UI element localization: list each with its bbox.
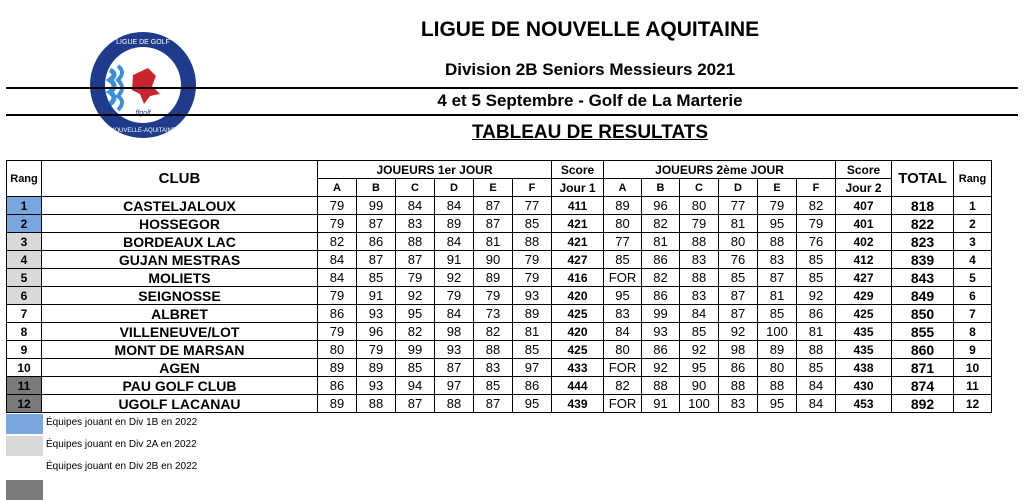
- day2-score-cell: 95: [758, 215, 797, 233]
- day1-score-cell: 79: [513, 269, 552, 287]
- day1-score-cell: 87: [396, 251, 435, 269]
- day2-score-cell: 82: [642, 269, 680, 287]
- total-cell: 839: [892, 251, 954, 269]
- day1-score-cell: 85: [513, 341, 552, 359]
- day2-score-cell: 85: [604, 251, 642, 269]
- rank-cell: 10: [7, 359, 42, 377]
- day1-score-cell: 84: [435, 305, 474, 323]
- day1-player-header: A: [318, 179, 357, 197]
- score2-cell: 453: [836, 395, 892, 413]
- score1-cell: 421: [552, 233, 604, 251]
- rank-right-cell: 12: [954, 395, 992, 413]
- table-row: [7, 215, 992, 233]
- total-cell: 850: [892, 305, 954, 323]
- rank-right-cell: 2: [954, 215, 992, 233]
- day2-score-cell: 80: [719, 233, 758, 251]
- day1-score-cell: 92: [435, 269, 474, 287]
- club-cell: ALBRET: [42, 305, 318, 323]
- club-cell: MONT DE MARSAN: [42, 341, 318, 359]
- rank-right-cell: 5: [954, 269, 992, 287]
- score1-cell: 427: [552, 251, 604, 269]
- day2-score-cell: FOR: [604, 269, 642, 287]
- day2-score-cell: 82: [604, 377, 642, 395]
- day1-score-cell: 87: [474, 215, 513, 233]
- club-cell: VILLENEUVE/LOT: [42, 323, 318, 341]
- club-cell: PAU GOLF CLUB: [42, 377, 318, 395]
- rank-cell: 9: [7, 341, 42, 359]
- day1-score-cell: 84: [318, 251, 357, 269]
- legend-swatch: [6, 436, 43, 456]
- legend-swatch: [6, 414, 43, 434]
- score1-header-line1: Score: [552, 161, 604, 179]
- table-row: [7, 251, 992, 269]
- day1-score-cell: 99: [357, 197, 396, 215]
- table-row: [7, 197, 992, 215]
- day1-score-cell: 93: [357, 305, 396, 323]
- day2-score-cell: 92: [797, 287, 836, 305]
- rank-cell: 3: [7, 233, 42, 251]
- score2-header-line2: Jour 2: [836, 179, 892, 197]
- day1-score-cell: 79: [318, 287, 357, 305]
- score2-cell: 401: [836, 215, 892, 233]
- legend-text: Équipes jouant en Div 2A en 2022: [46, 439, 197, 450]
- day2-score-cell: 77: [604, 233, 642, 251]
- total-cell: 855: [892, 323, 954, 341]
- rank-right-cell: 7: [954, 305, 992, 323]
- day2-score-cell: 82: [642, 215, 680, 233]
- day2-score-cell: 88: [719, 377, 758, 395]
- club-cell: BORDEAUX LAC: [42, 233, 318, 251]
- day1-score-cell: 79: [396, 269, 435, 287]
- day1-score-cell: 82: [474, 323, 513, 341]
- day1-score-cell: 88: [357, 395, 396, 413]
- day1-score-cell: 91: [435, 251, 474, 269]
- score1-cell: 421: [552, 215, 604, 233]
- score1-cell: 411: [552, 197, 604, 215]
- club-header: CLUB: [42, 161, 318, 197]
- score1-cell: 416: [552, 269, 604, 287]
- day2-score-cell: 99: [642, 305, 680, 323]
- day1-score-cell: 86: [357, 233, 396, 251]
- day1-score-cell: 83: [396, 215, 435, 233]
- total-cell: 871: [892, 359, 954, 377]
- day1-score-cell: 86: [513, 377, 552, 395]
- score2-cell: 425: [836, 305, 892, 323]
- table-row: [7, 359, 992, 377]
- day2-player-header: E: [758, 179, 797, 197]
- table-row: [7, 341, 992, 359]
- day2-score-cell: 81: [642, 233, 680, 251]
- day2-score-cell: 85: [719, 269, 758, 287]
- day1-score-cell: 91: [357, 287, 396, 305]
- day2-score-cell: 77: [719, 197, 758, 215]
- day1-score-cell: 80: [318, 341, 357, 359]
- day2-score-cell: 88: [758, 377, 797, 395]
- day2-score-cell: 88: [680, 269, 719, 287]
- day1-score-cell: 88: [435, 395, 474, 413]
- day1-player-header: F: [513, 179, 552, 197]
- day2-score-cell: 87: [719, 287, 758, 305]
- day1-score-cell: 89: [318, 359, 357, 377]
- day1-score-cell: 86: [318, 305, 357, 323]
- day1-score-cell: 88: [474, 341, 513, 359]
- day2-score-cell: 92: [719, 323, 758, 341]
- day2-score-cell: 83: [719, 395, 758, 413]
- day2-score-cell: 82: [797, 197, 836, 215]
- day1-score-cell: 94: [396, 377, 435, 395]
- day2-score-cell: 87: [719, 305, 758, 323]
- day2-score-cell: 85: [680, 323, 719, 341]
- day2-score-cell: 88: [642, 377, 680, 395]
- day1-header: JOUEURS 1er JOUR: [318, 161, 552, 179]
- score2-cell: 407: [836, 197, 892, 215]
- day2-score-cell: 83: [680, 287, 719, 305]
- rank-right-cell: 1: [954, 197, 992, 215]
- day1-score-cell: 85: [396, 359, 435, 377]
- score1-cell: 439: [552, 395, 604, 413]
- rank-cell: 6: [7, 287, 42, 305]
- day1-score-cell: 90: [474, 251, 513, 269]
- rank-cell: 7: [7, 305, 42, 323]
- day1-score-cell: 96: [357, 323, 396, 341]
- score2-cell: 435: [836, 341, 892, 359]
- day1-player-header: D: [435, 179, 474, 197]
- total-cell: 822: [892, 215, 954, 233]
- day2-score-cell: 86: [642, 287, 680, 305]
- day1-score-cell: 83: [474, 359, 513, 377]
- score2-cell: 435: [836, 323, 892, 341]
- club-cell: SEIGNOSSE: [42, 287, 318, 305]
- table-row: [7, 287, 992, 305]
- rank-header: Rang: [7, 161, 42, 197]
- day2-player-header: C: [680, 179, 719, 197]
- total-cell: 874: [892, 377, 954, 395]
- day2-score-cell: 98: [719, 341, 758, 359]
- day2-score-cell: 79: [758, 197, 797, 215]
- day1-score-cell: 82: [318, 233, 357, 251]
- club-cell: HOSSEGOR: [42, 215, 318, 233]
- day1-score-cell: 87: [357, 215, 396, 233]
- legend-text: Équipes jouant en Div 2B en 2022: [46, 461, 198, 472]
- rank-right-cell: 3: [954, 233, 992, 251]
- day2-score-cell: 88: [797, 341, 836, 359]
- day1-score-cell: 87: [396, 395, 435, 413]
- day2-score-cell: 85: [797, 251, 836, 269]
- rank-cell: 5: [7, 269, 42, 287]
- rank-right-cell: 11: [954, 377, 992, 395]
- legend-text: Équipes jouant en Div 1B en 2022: [46, 417, 198, 428]
- day2-score-cell: 79: [680, 215, 719, 233]
- club-cell: MOLIETS: [42, 269, 318, 287]
- day2-score-cell: FOR: [604, 395, 642, 413]
- score1-cell: 433: [552, 359, 604, 377]
- day1-score-cell: 79: [357, 341, 396, 359]
- table-row: [7, 377, 992, 395]
- day2-score-cell: 83: [604, 305, 642, 323]
- legend-swatch: [6, 458, 43, 478]
- score1-cell: 420: [552, 323, 604, 341]
- day2-score-cell: 81: [797, 323, 836, 341]
- header-rule-bottom: [6, 114, 1018, 116]
- score2-cell: 430: [836, 377, 892, 395]
- day2-score-cell: 93: [642, 323, 680, 341]
- rank-cell: 2: [7, 215, 42, 233]
- day2-score-cell: 80: [680, 197, 719, 215]
- day1-score-cell: 93: [357, 377, 396, 395]
- day2-score-cell: 96: [642, 197, 680, 215]
- day2-score-cell: 84: [604, 323, 642, 341]
- legend-swatch: [6, 480, 43, 500]
- day1-score-cell: 79: [435, 287, 474, 305]
- club-cell: CASTELJALOUX: [42, 197, 318, 215]
- total-cell: 823: [892, 233, 954, 251]
- day2-score-cell: 83: [758, 251, 797, 269]
- day1-score-cell: 97: [435, 377, 474, 395]
- day1-score-cell: 92: [396, 287, 435, 305]
- day2-score-cell: 95: [758, 395, 797, 413]
- day2-score-cell: 84: [680, 305, 719, 323]
- club-cell: AGEN: [42, 359, 318, 377]
- day1-score-cell: 84: [435, 233, 474, 251]
- score2-cell: 438: [836, 359, 892, 377]
- day2-score-cell: 80: [758, 359, 797, 377]
- day1-score-cell: 79: [318, 197, 357, 215]
- day1-player-header: C: [396, 179, 435, 197]
- day1-score-cell: 85: [474, 377, 513, 395]
- day2-score-cell: 95: [604, 287, 642, 305]
- day2-score-cell: 84: [797, 395, 836, 413]
- day1-score-cell: 73: [474, 305, 513, 323]
- day2-score-cell: 76: [797, 233, 836, 251]
- day1-score-cell: 95: [513, 395, 552, 413]
- total-cell: 843: [892, 269, 954, 287]
- day2-score-cell: 86: [642, 251, 680, 269]
- day2-score-cell: FOR: [604, 359, 642, 377]
- day1-score-cell: 81: [474, 233, 513, 251]
- day1-score-cell: 97: [513, 359, 552, 377]
- rank-right-cell: 8: [954, 323, 992, 341]
- total-header: TOTAL: [892, 161, 954, 197]
- table-row: [7, 305, 992, 323]
- rank-cell: 8: [7, 323, 42, 341]
- day2-score-cell: 80: [604, 341, 642, 359]
- day2-score-cell: 81: [758, 287, 797, 305]
- day2-score-cell: 85: [758, 305, 797, 323]
- club-cell: GUJAN MESTRAS: [42, 251, 318, 269]
- day2-score-cell: 80: [604, 215, 642, 233]
- rank-right-header: Rang: [954, 161, 992, 197]
- total-cell: 860: [892, 341, 954, 359]
- day2-score-cell: 92: [642, 359, 680, 377]
- logo-bottom-text: NOUVELLE-AQUITAINE: [110, 128, 176, 134]
- logo-top-text: LIGUE DE GOLF: [116, 39, 170, 46]
- day1-score-cell: 79: [318, 323, 357, 341]
- day1-score-cell: 77: [513, 197, 552, 215]
- header-rule-top: [6, 87, 1018, 89]
- total-cell: 892: [892, 395, 954, 413]
- day1-score-cell: 84: [435, 197, 474, 215]
- day2-score-cell: 88: [758, 233, 797, 251]
- day2-score-cell: 90: [680, 377, 719, 395]
- day2-score-cell: 85: [797, 269, 836, 287]
- club-cell: UGOLF LACANAU: [42, 395, 318, 413]
- score2-cell: 412: [836, 251, 892, 269]
- day1-score-cell: 79: [318, 215, 357, 233]
- table-row: [7, 323, 992, 341]
- score1-cell: 420: [552, 287, 604, 305]
- day2-player-header: A: [604, 179, 642, 197]
- day1-score-cell: 89: [357, 359, 396, 377]
- day1-score-cell: 79: [513, 251, 552, 269]
- day2-score-cell: 86: [719, 359, 758, 377]
- day2-score-cell: 100: [758, 323, 797, 341]
- score1-cell: 425: [552, 341, 604, 359]
- page-title: LIGUE DE NOUVELLE AQUITAINE: [420, 18, 760, 41]
- day2-score-cell: 87: [758, 269, 797, 287]
- day1-score-cell: 79: [474, 287, 513, 305]
- rank-right-cell: 9: [954, 341, 992, 359]
- rank-right-cell: 6: [954, 287, 992, 305]
- total-cell: 818: [892, 197, 954, 215]
- division-title: Division 2B Seniors Messieurs 2021: [444, 60, 736, 79]
- day1-score-cell: 85: [513, 215, 552, 233]
- day1-score-cell: 95: [396, 305, 435, 323]
- rank-right-cell: 4: [954, 251, 992, 269]
- score1-header-line2: Jour 1: [552, 179, 604, 197]
- rank-cell: 12: [7, 395, 42, 413]
- day1-score-cell: 84: [396, 197, 435, 215]
- table-row: [7, 395, 992, 413]
- day2-score-cell: 79: [797, 215, 836, 233]
- day2-score-cell: 89: [604, 197, 642, 215]
- table-row: [7, 233, 992, 251]
- day1-score-cell: 98: [435, 323, 474, 341]
- day2-score-cell: 88: [680, 233, 719, 251]
- day2-score-cell: 100: [680, 395, 719, 413]
- score1-cell: 425: [552, 305, 604, 323]
- day2-score-cell: 95: [680, 359, 719, 377]
- logo-brand: ffgolf: [135, 110, 151, 117]
- day1-score-cell: 89: [318, 395, 357, 413]
- day1-score-cell: 89: [435, 215, 474, 233]
- day1-score-cell: 88: [513, 233, 552, 251]
- day2-player-header: D: [719, 179, 758, 197]
- day1-score-cell: 93: [513, 287, 552, 305]
- score2-header-line1: Score: [836, 161, 892, 179]
- results-table: [6, 160, 992, 413]
- day1-score-cell: 87: [357, 251, 396, 269]
- day2-score-cell: 86: [642, 341, 680, 359]
- day2-score-cell: 91: [642, 395, 680, 413]
- day1-score-cell: 82: [396, 323, 435, 341]
- score2-cell: 402: [836, 233, 892, 251]
- day1-score-cell: 81: [513, 323, 552, 341]
- day2-score-cell: 81: [719, 215, 758, 233]
- rank-cell: 4: [7, 251, 42, 269]
- day1-player-header: B: [357, 179, 396, 197]
- day2-score-cell: 89: [758, 341, 797, 359]
- day2-score-cell: 86: [797, 305, 836, 323]
- day2-score-cell: 92: [680, 341, 719, 359]
- rank-cell: 11: [7, 377, 42, 395]
- day1-score-cell: 93: [435, 341, 474, 359]
- day1-score-cell: 87: [474, 197, 513, 215]
- day1-score-cell: 89: [513, 305, 552, 323]
- day2-score-cell: 85: [797, 359, 836, 377]
- total-cell: 849: [892, 287, 954, 305]
- score1-cell: 444: [552, 377, 604, 395]
- day2-player-header: F: [797, 179, 836, 197]
- score2-cell: 427: [836, 269, 892, 287]
- day1-score-cell: 86: [318, 377, 357, 395]
- score2-cell: 429: [836, 287, 892, 305]
- day2-player-header: B: [642, 179, 680, 197]
- day1-score-cell: 89: [474, 269, 513, 287]
- day2-score-cell: 83: [680, 251, 719, 269]
- day2-score-cell: 84: [797, 377, 836, 395]
- day1-score-cell: 88: [396, 233, 435, 251]
- rank-cell: 1: [7, 197, 42, 215]
- day1-player-header: E: [474, 179, 513, 197]
- day1-score-cell: 84: [318, 269, 357, 287]
- day1-score-cell: 87: [474, 395, 513, 413]
- day2-header: JOUEURS 2ème JOUR: [604, 161, 836, 179]
- day1-score-cell: 85: [357, 269, 396, 287]
- day2-score-cell: 76: [719, 251, 758, 269]
- league-logo: [88, 30, 198, 140]
- rank-right-cell: 10: [954, 359, 992, 377]
- day1-score-cell: 99: [396, 341, 435, 359]
- day1-score-cell: 87: [435, 359, 474, 377]
- results-subtitle: TABLEAU DE RESULTATS: [471, 122, 709, 143]
- table-row: [7, 269, 992, 287]
- event-dates: 4 et 5 Septembre - Golf de La Marterie: [437, 91, 743, 110]
